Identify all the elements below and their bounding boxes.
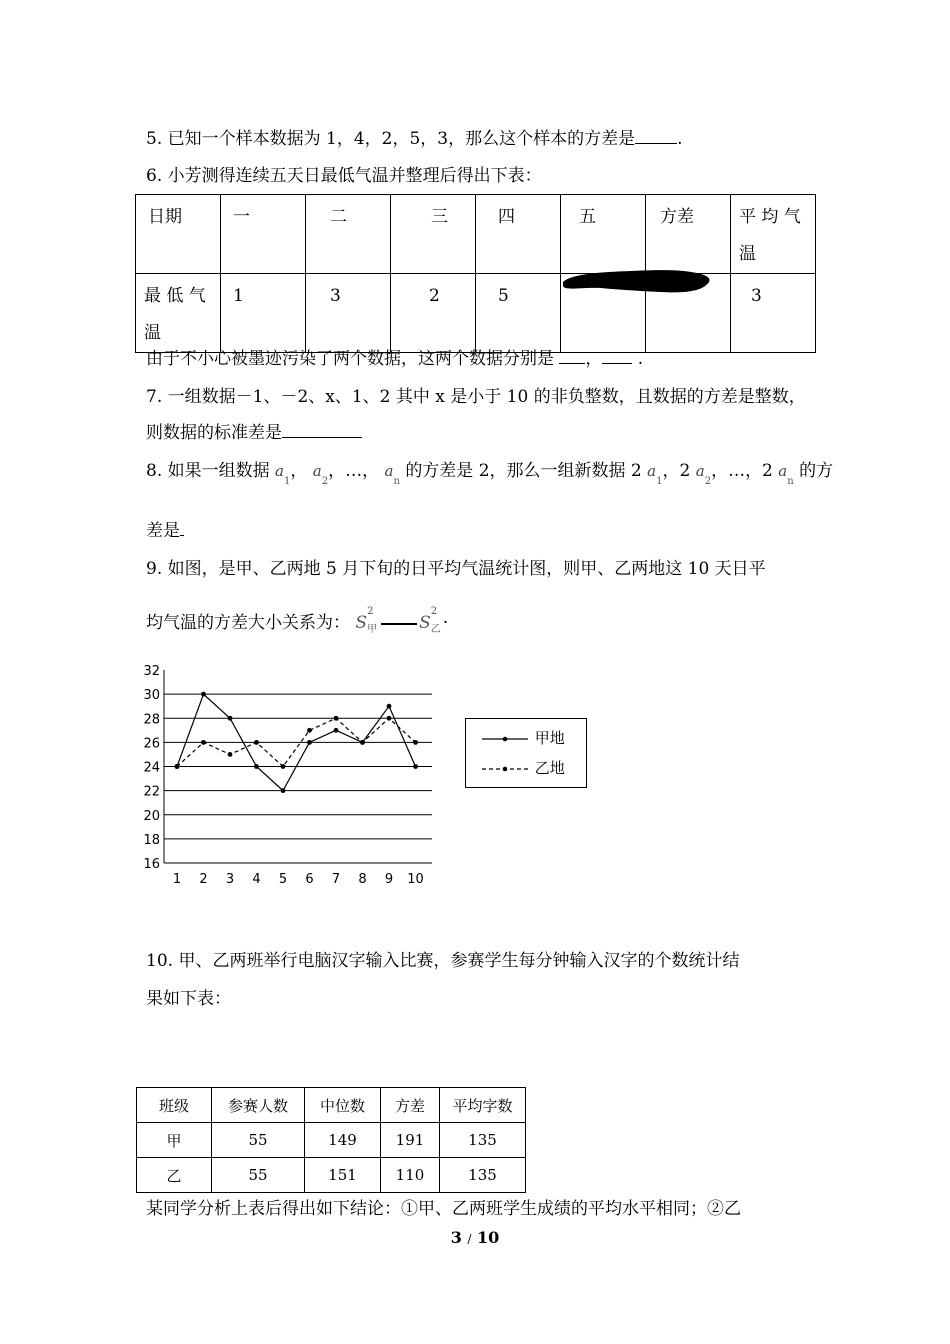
q8-blank <box>180 520 184 536</box>
x-tick-label: 8 <box>358 872 367 887</box>
q5-text: 5. 已知一个样本数据为 1，4，2，5，3，那么这个样本的方差是 <box>146 129 636 149</box>
data-point-yi <box>334 716 339 721</box>
q6-header-cell: 日期 <box>136 195 221 274</box>
q7-blank <box>282 422 362 438</box>
data-point-jia <box>201 692 206 697</box>
q10-cell: 甲 <box>137 1123 212 1158</box>
q6-after-line: 由于不小心被墨迹污染了两个数据，这两个数据分别是 ， . <box>146 349 644 369</box>
q10-line1: 10. 甲、乙两班举行电脑汉字输入比赛，参赛学生每分钟输入汉字的个数统计结 <box>146 951 740 971</box>
q6-value-cell: 1 <box>221 274 306 353</box>
y-tick-label: 16 <box>143 857 160 872</box>
x-tick-label: 10 <box>407 872 424 887</box>
q10-cell: 191 <box>381 1123 440 1158</box>
data-point-yi <box>228 752 233 757</box>
data-point-yi <box>387 716 392 721</box>
q10-cell: 135 <box>440 1158 526 1193</box>
q10-line2: 果如下表： <box>146 989 231 1009</box>
q6-header-cell: 五 <box>561 195 646 274</box>
y-tick-label: 20 <box>143 808 160 824</box>
data-point-yi <box>360 740 365 745</box>
q10-cell: 135 <box>440 1123 526 1158</box>
x-tick-label: 9 <box>384 872 394 887</box>
q6-after-text: 由于不小心被墨迹污染了两个数据，这两个数据分别是 <box>146 349 554 369</box>
data-point-jia <box>387 704 392 709</box>
q6-table <box>135 194 816 353</box>
q10-cell: 149 <box>305 1123 381 1158</box>
data-point-jia <box>254 764 259 769</box>
x-tick-label: 6 <box>305 872 314 887</box>
q6-blank-2 <box>602 348 632 364</box>
q5-blank <box>635 128 677 144</box>
q7-line2-text: 则数据的标准差是 <box>146 423 282 443</box>
legend-item-jia: 甲地 <box>480 727 565 751</box>
data-point-jia <box>413 764 418 769</box>
x-tick-label: 1 <box>172 872 182 887</box>
data-point-yi <box>307 728 312 733</box>
q9-line2: 均气温的方差大小关系为： S 2 甲 S 2 乙 · <box>146 606 449 635</box>
q10-header-cell: 参赛人数 <box>212 1088 305 1123</box>
q9-blank <box>381 623 417 625</box>
y-tick-label: 32 <box>143 664 160 679</box>
q10-table <box>136 1087 526 1193</box>
y-tick-label: 18 <box>143 832 160 848</box>
q10-header-cell: 中位数 <box>305 1088 381 1123</box>
q6-header-cell: 四 <box>476 195 561 274</box>
q10-cell: 151 <box>305 1158 381 1193</box>
data-point-yi <box>201 740 206 745</box>
y-tick-label: 28 <box>143 712 160 728</box>
q5-line <box>146 124 683 149</box>
x-tick-label: 3 <box>225 872 235 887</box>
q10-header-cell: 班级 <box>137 1088 212 1123</box>
q10-cell: 55 <box>212 1123 305 1158</box>
q6-text: 6. 小芳测得连续五天日最低气温并整理后得出下表： <box>146 166 542 186</box>
q8-line1: 8. 如果一组数据 $a_1$， $a_2$，…， $a_n$ 的方差是 2，那么一组新数据 2 $a_1$，2 $a_2$，…，2 $a_n$ 的方 <box>146 461 834 487</box>
q6-header-cell: 二 <box>306 195 391 274</box>
data-point-jia <box>307 740 312 745</box>
q10-header-cell: 方差 <box>381 1088 440 1123</box>
q6-header-cell: 三 <box>391 195 476 274</box>
q6-header-cell: 一 <box>221 195 306 274</box>
legend-item-yi: 乙地 <box>480 757 565 781</box>
q7-line1: 7. 一组数据－1、－2、x、1、2 其中 x 是小于 10 的非负整数，且数据的方差是整数， <box>146 387 806 407</box>
q6-row-label: 最 低 气 温 <box>136 274 221 353</box>
data-point-jia <box>281 788 286 793</box>
q9-line1: 9. 如图，是甲、乙两地 5 月下旬的日平均气温统计图，则甲、乙两地这 10 天日平 <box>146 559 766 579</box>
q8-line2: 差是 <box>146 516 184 541</box>
x-tick-label: 4 <box>252 872 261 887</box>
y-tick-label: 24 <box>143 760 160 776</box>
data-point-yi <box>254 740 259 745</box>
q10-after: 某同学分析上表后得出如下结论：①甲、乙两班学生成绩的平均水平相同；②乙 <box>146 1199 741 1219</box>
q6-value-cell: 2 <box>391 274 476 353</box>
data-point-yi <box>413 740 418 745</box>
q5-tail: . <box>677 129 683 149</box>
y-tick-label: 30 <box>143 688 160 704</box>
q6-header-cell: 方差 <box>646 195 731 274</box>
y-tick-label: 22 <box>143 784 160 800</box>
y-tick-label: 26 <box>143 736 160 752</box>
q10-cell: 110 <box>381 1158 440 1193</box>
legend-solid-line-icon <box>480 731 530 747</box>
legend-dashed-line-icon <box>480 761 530 777</box>
temperature-line-chart <box>140 660 440 890</box>
x-tick-label: 5 <box>278 872 288 887</box>
ink-blot <box>561 268 713 296</box>
data-point-yi <box>175 764 180 769</box>
q10-cell: 乙 <box>137 1158 212 1193</box>
q6-value-cell: 3 <box>306 274 391 353</box>
x-tick-label: 2 <box>199 872 208 887</box>
data-point-yi <box>281 764 286 769</box>
data-point-jia <box>228 716 233 721</box>
data-point-jia <box>334 728 339 733</box>
q6-value-cell: 5 <box>476 274 561 353</box>
chart-legend <box>465 718 587 788</box>
q10-header-cell: 平均字数 <box>440 1088 526 1123</box>
page-number: 3 / 10 <box>450 1228 500 1247</box>
q6-blank-1 <box>559 348 585 364</box>
q7-line2 <box>146 418 362 443</box>
x-tick-label: 7 <box>331 872 341 887</box>
q6-value-cell: 3 <box>731 274 816 353</box>
q6-header-cell: 平 均 气 温 <box>731 195 816 274</box>
q10-cell: 55 <box>212 1158 305 1193</box>
